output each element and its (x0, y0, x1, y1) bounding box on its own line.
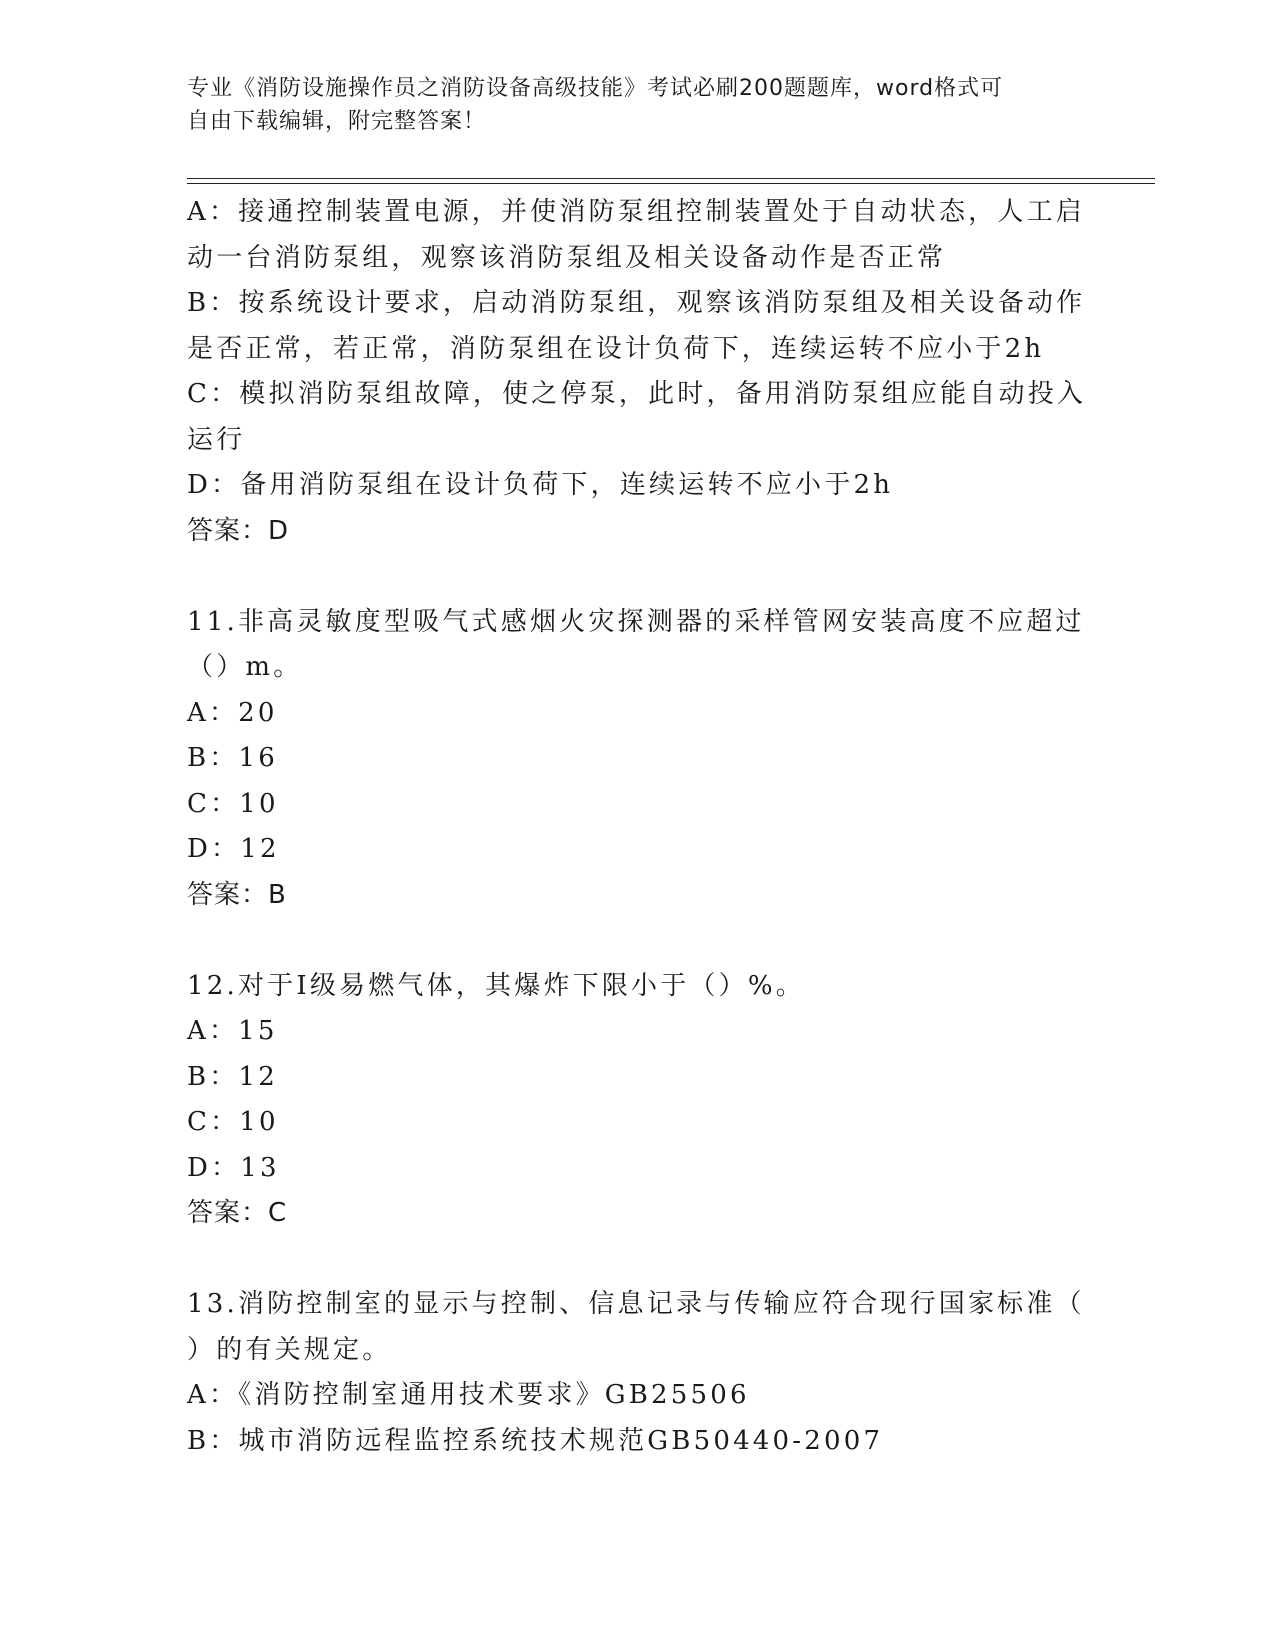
answer: 答案：D (187, 515, 290, 546)
option-c: C：10 (187, 788, 279, 819)
header-rule-bottom (187, 183, 1155, 184)
header-line-1: 专业《消防设施操作员之消防设备高级技能》考试必刷200题题库，word格式可 (187, 76, 1004, 101)
question-stem: 12.对于Ⅰ级易燃气体，其爆炸下限小于（）%。 (187, 970, 805, 1001)
option-d: D：备用消防泵组在设计负荷下，连续运转不应小于2h (187, 470, 894, 500)
option-a: A：15 (187, 1016, 278, 1046)
option-a: A：20 (187, 697, 278, 728)
spacer (187, 1237, 1077, 1283)
option-a-line-1: A：接通控制装置电源，并使消防泵组控制装置处于自动状态，人工启 (187, 197, 1085, 227)
option-b: B：城市消防远程监控系统技术规范GB50440-2007 (187, 1425, 884, 1456)
option-b: B：12 (187, 1061, 278, 1092)
option-c-line-2: 运行 (187, 424, 246, 455)
question-13-block (187, 1282, 1085, 1464)
document-header (187, 72, 1067, 138)
option-b-line-2: 是否正常，若正常，消防泵组在设计负荷下，连续运转不应小于2h (187, 333, 1045, 364)
answer: 答案：C (187, 1198, 288, 1228)
question-stem-line-1: 13.消防控制室的显示与控制、信息记录与传输应符合现行国家标准（ (187, 1289, 1085, 1319)
header-line-2: 自由下载编辑，附完整答案！ (187, 109, 487, 134)
option-c-line-1: C：模拟消防泵组故障，使之停泵，此时，备用消防泵组应能自动投入 (187, 379, 1087, 409)
spacer (187, 918, 1077, 964)
option-b: B：16 (187, 743, 278, 773)
option-d: D：12 (187, 834, 280, 864)
question-stem-line-1: 11.非高灵敏度型吸气式感烟火灾探测器的采样管网安装高度不应超过 (187, 606, 1085, 637)
header-rule-top (187, 178, 1155, 179)
answer: 答案：B (187, 879, 287, 910)
question-11-block (187, 600, 1085, 919)
question-stem-line-2: （）m。 (187, 652, 303, 682)
option-b-line-1: B：按系统设计要求，启动消防泵组，观察该消防泵组及相关设备动作 (187, 288, 1086, 318)
spacer (187, 554, 1077, 600)
option-a-line-2: 动一台消防泵组，观察该消防泵组及相关设备动作是否正常 (187, 242, 947, 273)
question-12-block (187, 964, 1077, 1237)
question-stem-line-2: ）的有关规定。 (187, 1334, 392, 1365)
option-c: C：10 (187, 1107, 279, 1137)
question-10-block (187, 190, 1087, 554)
option-a: A：《消防控制室通用技术要求》GB25506 (187, 1380, 750, 1410)
document-body (187, 190, 1087, 1464)
option-d: D：13 (187, 1152, 280, 1183)
